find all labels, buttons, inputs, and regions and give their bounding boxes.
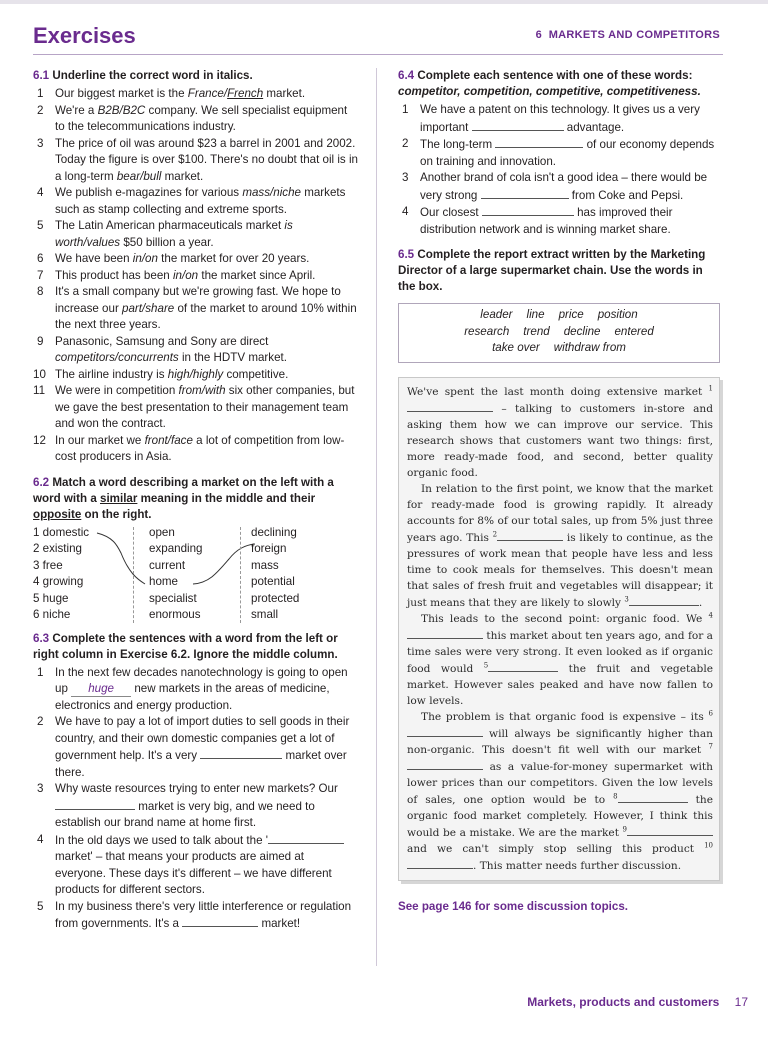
exercise-heading (33, 475, 358, 523)
item-number: 12 (33, 433, 46, 447)
answer-blank[interactable] (497, 529, 563, 541)
header-divider (33, 54, 723, 55)
chapter-heading (536, 27, 720, 44)
option-b[interactable]: on (145, 252, 158, 265)
answer-blank[interactable] (407, 627, 483, 639)
option-separator: / (83, 235, 87, 249)
list-item (398, 204, 720, 238)
option-a[interactable]: mass (242, 186, 271, 199)
item-text: market over there. (55, 749, 347, 779)
item-text: Our closest (420, 206, 482, 219)
item-text: This product has been (55, 268, 173, 282)
report-text: as a value-for-money supermarket with lower prices than our competitors. Given the low levels of sales, one option would be to (407, 760, 713, 806)
instruction-part: Match a word describing a market on the left with a word with a (33, 475, 334, 505)
exercise-6-3-list (33, 665, 358, 933)
item-text: market is very big, and we need to establish our brand name at home first. (55, 799, 315, 829)
answer-blank[interactable] (182, 915, 258, 927)
report-text: – talking to customers in-store and asking them how we can improve our service. This research shows that customers want two things: first, more ready-made food, and second, better quality organic food. (407, 402, 713, 479)
answer-blank[interactable] (407, 400, 493, 412)
option-separator: / (270, 186, 274, 199)
option-a[interactable]: is worth (55, 219, 293, 249)
exercise-6-4 (398, 68, 720, 238)
report-text: and we can't simply stop selling this product (407, 842, 705, 855)
box-word: decline (563, 324, 601, 338)
option-separator: / (140, 169, 144, 183)
item-text: We're a (55, 103, 98, 117)
answer-blank[interactable] (407, 758, 483, 770)
top-rule (0, 0, 768, 4)
gap-number: 4 (708, 610, 713, 619)
option-a[interactable]: B2B (97, 103, 120, 117)
matching-table (33, 525, 358, 625)
left-word[interactable]: 5 huge (33, 591, 69, 605)
item-number: 3 (402, 171, 409, 184)
answer-blank[interactable] (627, 824, 713, 836)
item-number: 4 (37, 186, 44, 199)
list-item (33, 367, 358, 384)
exercise-heading (398, 247, 720, 295)
answer-blank[interactable] (488, 660, 558, 672)
item-text: of the market to around 10% within the next three years. (55, 301, 357, 331)
right-word[interactable]: potential (251, 575, 295, 588)
option-separator: / (181, 268, 186, 282)
option-separator: / (141, 252, 146, 265)
word-box-row (399, 307, 719, 324)
option-a[interactable]: France (187, 87, 224, 100)
item-text: in the HDTV market. (178, 351, 287, 364)
left-word[interactable]: 1 domestic (33, 525, 90, 539)
option-separator: / (167, 433, 172, 447)
item-text: competitive. (223, 367, 289, 381)
item-number: 4 (402, 205, 409, 218)
answer-blank[interactable] (482, 204, 574, 216)
exercise-6-1 (33, 68, 358, 466)
exercise-heading (33, 631, 358, 663)
box-word: position (597, 308, 638, 321)
list-item (33, 185, 358, 218)
item-number: 11 (33, 384, 46, 397)
gap-number: 3 (624, 594, 629, 603)
item-text: We have a patent on this technology. It gives us a very important (420, 103, 700, 134)
exercise-heading (398, 68, 720, 100)
item-number: 1 (37, 665, 44, 679)
item-text: Why waste resources trying to enter new markets? Our (55, 782, 338, 795)
option-separator: / (201, 384, 205, 397)
answer-blank[interactable] (407, 857, 473, 869)
report-paragraph (407, 611, 713, 709)
page-number: 17 (734, 995, 748, 1009)
option-b[interactable]: highly (192, 367, 224, 381)
item-text: In the next few decades nanotechnology is going to open up (55, 665, 348, 695)
report-text: In relation to the first point, we know that the market for ready-made food is growing rapidly. It already accounts for 8% of our total sales, up from 5% just three years ago. This (407, 482, 713, 544)
item-text: a lot of competition from low-cost producers in Asia. (55, 433, 345, 463)
list-item (33, 251, 358, 268)
list-item (33, 781, 358, 832)
item-text: markets such as stamp collecting and extreme sports. (55, 186, 346, 216)
option-a[interactable]: in (172, 268, 182, 282)
option-b[interactable]: on (185, 268, 199, 282)
option-b[interactable]: bull (143, 169, 162, 183)
item-number: 3 (37, 782, 44, 795)
box-word: withdraw from (553, 341, 626, 354)
answer-blank[interactable] (495, 136, 583, 148)
item-text: the market for over 20 years. (157, 252, 310, 265)
answer-blank[interactable] (268, 832, 344, 844)
report-text: We've spent the last month doing extensive market (407, 385, 709, 398)
option-b[interactable]: niche (273, 186, 301, 199)
item-text: advantage. (563, 120, 625, 134)
item-text: of our economy depends on training and innovation. (420, 138, 715, 168)
list-item (33, 218, 358, 251)
report-extract (398, 377, 720, 881)
option-b[interactable]: values (86, 235, 121, 249)
answer-blank[interactable] (71, 683, 131, 697)
box-word: entered (614, 324, 654, 338)
item-text: The price of oil was around $23 a barrel in 2001 and 2002. Today the figure is over $100. There's no doubt that oil is in a long-term (55, 136, 358, 183)
item-number: 5 (37, 219, 44, 232)
item-text: In our market we (55, 433, 145, 447)
instruction-opposite: opposite (33, 507, 82, 521)
list-item (398, 102, 720, 136)
report-text: will always be significantly higher than non-organic. This doesn't fit well with our market (407, 727, 713, 756)
item-number: 8 (37, 285, 44, 298)
option-b[interactable]: French (227, 87, 264, 100)
report-paragraph (407, 481, 713, 611)
instruction-part: on the right. (81, 507, 152, 521)
gap-number: 10 (704, 840, 713, 849)
answer-blank[interactable] (407, 725, 483, 737)
option-a[interactable]: bear (116, 169, 141, 183)
exercise-number: 6.5 (398, 248, 415, 261)
left-word[interactable]: 2 existing (33, 542, 82, 555)
footer-section-title: Markets, products and customers (527, 995, 720, 1009)
left-word[interactable]: 4 growing (33, 575, 84, 588)
middle-word[interactable]: enormous (149, 608, 201, 621)
report-paragraph (407, 709, 713, 874)
answer-blank[interactable] (618, 791, 688, 803)
list-item (33, 433, 358, 466)
item-text: new markets in the areas of medicine, electronics and energy production. (55, 682, 330, 712)
list-item (398, 170, 720, 204)
right-word[interactable]: declining (251, 525, 297, 539)
item-number: 2 (37, 103, 44, 117)
right-column (398, 68, 720, 915)
column-separator (133, 527, 134, 623)
left-word[interactable]: 3 free (33, 558, 63, 572)
box-word: leader (480, 308, 513, 321)
gap-number: 7 (708, 741, 713, 750)
middle-word[interactable]: open (149, 525, 175, 539)
list-item (33, 832, 358, 899)
instruction-part: meaning in the middle and their (137, 491, 316, 505)
page-title: Exercises (33, 23, 136, 48)
option-a[interactable]: from (178, 384, 202, 397)
report-text: The problem is that organic food is expensive – its (421, 710, 709, 723)
list-item (33, 899, 358, 933)
report-text: the fruit and vegetable market. However sales peaked and have now fallen to low levels. (407, 662, 713, 707)
item-number: 3 (37, 136, 44, 150)
option-separator: / (223, 87, 228, 100)
middle-column-words (149, 525, 249, 624)
item-number: 4 (37, 832, 44, 846)
list-item (33, 334, 358, 367)
exercise-instruction: Complete the report extract written by the Marketing Director of a large supermarket chain. Use the words in the box. (398, 248, 706, 293)
exercise-number: 6.3 (33, 631, 50, 645)
exercise-instruction: Complete each sentence with one of these words: (417, 69, 693, 82)
list-item (33, 665, 358, 715)
exercise-6-4-list (398, 102, 720, 238)
exercise-instruction: Underline the correct word in italics. (52, 69, 253, 82)
item-text: Panasonic, Samsung and Sony are direct (55, 334, 269, 348)
exercise-6-1-list (33, 86, 358, 466)
option-b[interactable]: face (171, 433, 193, 447)
chapter-number: 6 (535, 29, 542, 41)
report-text: . This matter needs further discussion. (473, 859, 682, 872)
box-word: take over (492, 341, 540, 354)
option-separator: / (189, 367, 193, 381)
answer-blank[interactable] (481, 187, 569, 199)
item-number: 2 (402, 137, 409, 150)
report-text: the organic food market completely. However, I think this would be a mistake. We are the market (407, 793, 713, 839)
middle-word[interactable]: home (149, 575, 179, 588)
right-column-words (251, 525, 351, 624)
word-list: competitor, competition, competitive, competitiveness. (398, 85, 701, 98)
item-text: It's a small company but we're growing fast. We hope to increase our (55, 285, 341, 315)
box-word: price (558, 308, 584, 321)
option-b[interactable]: concurrents (118, 351, 179, 364)
instruction-similar: similar (100, 491, 138, 505)
item-text: from Coke and Pepsi. (568, 188, 684, 202)
option-a[interactable]: competitors (55, 351, 115, 364)
left-word[interactable]: 6 niche (33, 608, 71, 621)
item-text: market. (161, 169, 204, 183)
item-number: 1 (37, 87, 44, 100)
list-item (33, 383, 358, 433)
exercise-number: 6.2 (33, 475, 50, 489)
exercise-6-2 (33, 475, 358, 625)
item-number: 5 (37, 899, 44, 913)
item-text: the market since April. (198, 268, 316, 282)
item-text: The long-term (420, 138, 496, 151)
middle-word[interactable]: expanding (149, 542, 203, 555)
item-text: has improved their distribution network and is winning market share. (420, 206, 673, 236)
gap-number: 5 (483, 660, 489, 669)
item-number: 10 (33, 367, 46, 381)
option-separator: / (114, 351, 119, 364)
option-a[interactable]: part (122, 301, 143, 315)
list-item (398, 136, 720, 170)
item-number: 7 (37, 268, 44, 282)
option-a[interactable]: front (144, 433, 168, 447)
left-column (33, 68, 358, 933)
word-box-row (399, 324, 719, 341)
report-text: . (698, 596, 703, 609)
item-text: We were in competition (55, 384, 179, 397)
right-word[interactable]: protected (251, 591, 300, 605)
gap-number: 6 (708, 708, 713, 717)
report-text: is likely to continue, as the pressures of work mean that people have less and less time to cook meals for themselves. This doesn't mean that sales of fresh fruit and vegetables will disappear; it just means that they are likely to slowly (407, 531, 713, 609)
report-paragraph (407, 384, 713, 481)
item-text: $50 billion a year. (120, 235, 214, 249)
exercise-6-5 (398, 247, 720, 915)
answer-blank[interactable] (200, 747, 282, 759)
item-text: We have to pay a lot of import duties to sell goods in their country, and their own domestic companies get a lot of government help. It's a very (55, 715, 350, 762)
answer-blank[interactable] (629, 594, 699, 606)
answer-blank[interactable] (55, 798, 135, 810)
option-separator: / (142, 301, 146, 315)
list-item (33, 284, 358, 334)
item-text: Our biggest market is the (55, 87, 188, 100)
box-word: trend (523, 324, 550, 338)
box-word: line (526, 308, 545, 321)
gap-number: 9 (622, 824, 627, 833)
list-item (33, 714, 358, 781)
chapter-title: MARKETS AND COMPETITORS (548, 29, 720, 41)
answer-blank[interactable] (472, 119, 564, 131)
list-item (33, 103, 358, 136)
list-item (33, 268, 358, 285)
item-text: company. We sell specialist equipment to the telecommunications industry. (55, 103, 348, 133)
exercise-instruction: Complete the sentences with a word from the left or right column in Exercise 6.2. Ignore the middle column. (33, 631, 338, 661)
report-text: this market about ten years ago, and for a time sales were very strong. It even looked as if organic food would (407, 629, 714, 675)
option-separator: / (119, 103, 123, 117)
item-text: market' – that means your products are aimed at everyone. These days it's different – we have different products for different sectors. (55, 850, 332, 896)
option-a[interactable]: high (167, 367, 190, 381)
option-a[interactable]: in (132, 252, 142, 265)
exercise-number: 6.4 (398, 69, 415, 82)
column-separator (240, 527, 241, 623)
item-number: 1 (402, 103, 409, 116)
item-number: 2 (37, 715, 44, 728)
item-text: Another brand of cola isn't a good idea – there would be very strong (420, 171, 708, 202)
word-box (398, 303, 720, 363)
exercise-number: 6.1 (33, 69, 50, 82)
word-box-row (399, 340, 719, 357)
item-text: six other companies, but we gave the best presentation to their management team and won the contract. (55, 384, 355, 430)
gap-number: 1 (708, 383, 713, 392)
exercise-heading (33, 68, 358, 84)
gap-number: 8 (613, 791, 618, 800)
item-text: The Latin American pharmaceuticals market (55, 219, 285, 232)
right-word[interactable]: mass (251, 558, 279, 572)
item-text: We publish e-magazines for various (55, 186, 243, 199)
exercise-6-3 (33, 631, 358, 933)
item-text: market! (258, 917, 301, 930)
item-text: In the old days we used to talk about the ' (55, 833, 268, 847)
item-text: We have been (55, 252, 133, 265)
page-footer (527, 994, 748, 1011)
middle-word[interactable]: current (149, 558, 186, 572)
list-item (33, 136, 358, 186)
example-answer: huge (88, 682, 115, 695)
list-item (33, 86, 358, 103)
report-text: This leads to the second point: organic food. We (421, 612, 709, 625)
right-word[interactable]: small (251, 608, 279, 621)
item-text: The airline industry is (55, 367, 168, 381)
middle-word[interactable]: specialist (149, 591, 197, 605)
item-text: market. (263, 87, 306, 100)
item-number: 6 (37, 252, 44, 265)
gap-number: 2 (492, 529, 498, 538)
box-word: research (464, 324, 510, 338)
item-text: In my business there's very little interference or regulation from governments. It's a (55, 899, 352, 930)
column-divider (376, 68, 377, 966)
left-column-words (33, 525, 143, 624)
right-word[interactable]: foreign (251, 542, 287, 555)
item-number: 9 (37, 334, 44, 348)
option-b[interactable]: share (145, 301, 175, 315)
option-b[interactable]: with (204, 384, 226, 397)
option-b[interactable]: B2C (122, 103, 146, 117)
see-also-link[interactable]: See page 146 for some discussion topics. (398, 899, 629, 913)
